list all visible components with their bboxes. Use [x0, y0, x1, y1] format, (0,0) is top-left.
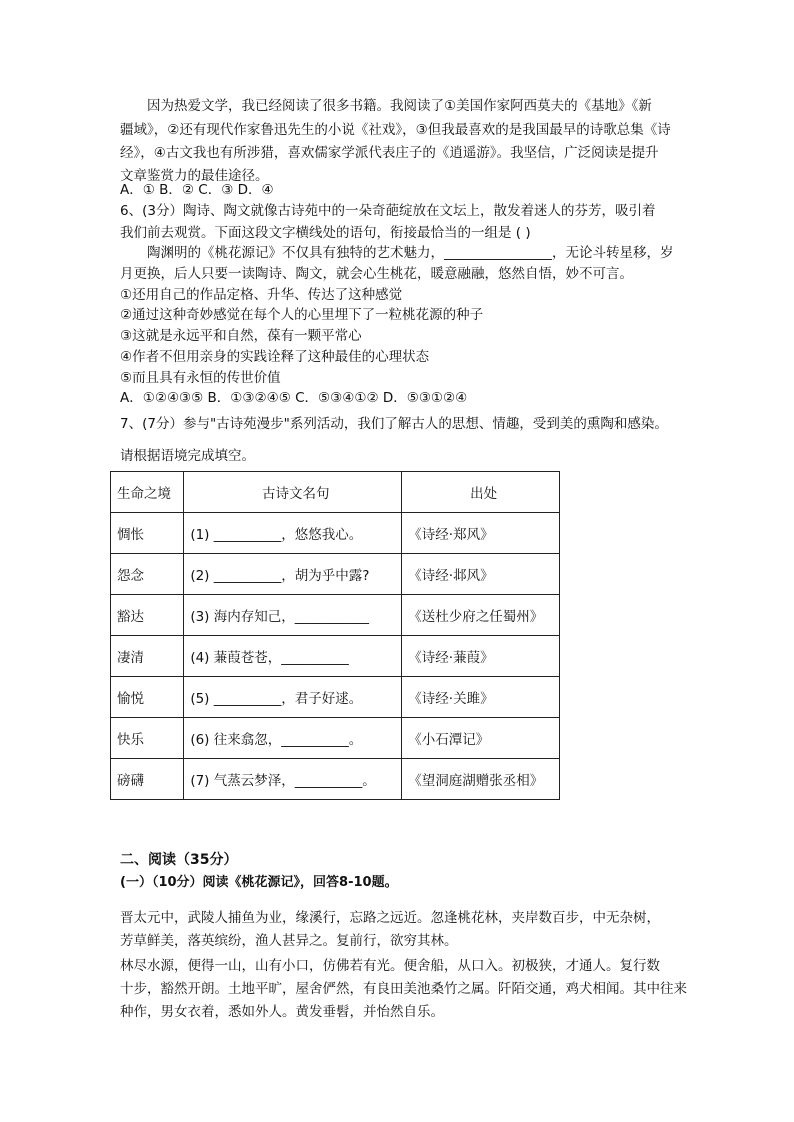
table-header-row: [111, 472, 560, 513]
passage-p2-line-2: 十步，豁然开朗。土地平旷，屋舍俨然，有良田美池桑竹之属。阡陌交通，鸡犬相闻。其中往来: [120, 981, 687, 997]
q6-line-3: 陶渊明的《桃花源记》不仅具有独特的艺术魅力，________________，无论斗转星移，岁: [147, 245, 674, 261]
table-row: [111, 513, 560, 554]
source-cell: 《望洞庭湖赠张丞相》: [402, 759, 560, 800]
table-row: [111, 595, 560, 636]
source-cell: 《送杜少府之任蜀州》: [402, 595, 560, 636]
q6-line-2: 我们前去观赏。下面这段文字横线处的语句，衔接最恰当的一组是 ( ): [120, 225, 531, 241]
source-cell: 《诗经·邶风》: [402, 554, 560, 595]
q6-line-1: 6、(3分）陶诗、陶文就像古诗苑中的一朵奇葩绽放在文坛上，散发着迷人的芬芳，吸引着: [120, 203, 656, 219]
state-cell: 豁达: [111, 595, 184, 636]
q6-item-3: ③这就是永远平和自然，葆有一颗平常心: [120, 328, 362, 344]
q7-line-1: 7、(7分）参与"古诗苑漫步"系列活动，我们了解古人的思想、情趣，受到美的熏陶和感染。: [120, 416, 668, 432]
verse-blank[interactable]: (7) 气蒸云梦泽，__________。: [184, 759, 402, 800]
section-title: 二、阅读（35分）: [120, 852, 238, 868]
header-source: 出处: [402, 472, 560, 513]
source-cell: 《诗经·关雎》: [402, 677, 560, 718]
table-row: [111, 636, 560, 677]
passage-p1-line-1: 晋太元中，武陵人捕鱼为业，缘溪行，忘路之远近。忽逢桃花林，夹岸数百步，中无杂树，: [120, 910, 660, 926]
passage-p2-line-1: 林尽水源，便得一山，山有小口，仿佛若有光。便舍船，从口入。初极狭，才通人。复行数: [120, 958, 660, 974]
q5-line-4: 文章鉴赏力的最佳途径。: [120, 168, 269, 184]
verse-blank[interactable]: (3) 海内存知己，___________: [184, 595, 402, 636]
verse-blank[interactable]: (4) 蒹葭苍苍，__________: [184, 636, 402, 677]
header-verse: 古诗文名句: [184, 472, 402, 513]
state-cell: 愉悦: [111, 677, 184, 718]
state-cell: 怨念: [111, 554, 184, 595]
q5-line-2: 疆域》，②还有现代作家鲁迅先生的小说《社戏》，③但我最喜欢的是我国最早的诗歌总集《诗: [120, 122, 671, 138]
header-state: 生命之境: [111, 472, 184, 513]
table-row: [111, 718, 560, 759]
table-row: [111, 759, 560, 800]
q6-item-1: ①还用自己的作品定格、升华、传达了这种感觉: [120, 287, 403, 303]
verse-blank[interactable]: (1) __________，悠悠我心。: [184, 513, 402, 554]
state-cell: 凄清: [111, 636, 184, 677]
table-row: [111, 677, 560, 718]
q5-line-3: 经》，④古文我也有所涉猎，喜欢儒家学派代表庄子的《逍遥游》。我坚信，广泛阅读是提升: [120, 145, 659, 161]
state-cell: 磅礴: [111, 759, 184, 800]
section-subtitle: (一）（10分）阅读《桃花源记》，回答8-10题。: [120, 875, 398, 890]
verse-blank[interactable]: (6) 往来翕忽，__________。: [184, 718, 402, 759]
table-row: [111, 554, 560, 595]
state-cell: 惆怅: [111, 513, 184, 554]
state-cell: 快乐: [111, 718, 184, 759]
q6-line-4: 月更换，后人只要一读陶诗、陶文，就会心生桃花，暖意融融，悠然自悟，妙不可言。: [120, 266, 633, 282]
q6-item-5: ⑤而且具有永恒的传世价值: [120, 370, 281, 386]
q5-line-1: 因为热爱文学，我已经阅读了很多书籍。我阅读了①美国作家阿西莫夫的《基地》《新: [147, 98, 652, 114]
q6-item-4: ④作者不但用亲身的实践诠释了这种最佳的心理状态: [120, 349, 430, 365]
q7-line-2: 请根据语境完成填空。: [120, 448, 255, 464]
q6-item-2: ②通过这种奇妙感觉在每个人的心里埋下了一粒桃花源的种子: [120, 307, 484, 323]
passage-p1-line-2: 芳草鲜美，落英缤纷，渔人甚异之。复前行，欲穷其林。: [120, 933, 458, 949]
source-cell: 《小石潭记》: [402, 718, 560, 759]
source-cell: 《诗经·郑风》: [402, 513, 560, 554]
passage-p2-line-3: 种作，男女衣着，悉如外人。黄发垂髫，并怡然自乐。: [120, 1004, 444, 1020]
verse-blank[interactable]: (2) __________，胡为乎中露?: [184, 554, 402, 595]
poetry-table: [110, 471, 560, 800]
q5-options: A．① B．② C．③ D．④: [120, 182, 274, 198]
source-cell: 《诗经·蒹葭》: [402, 636, 560, 677]
verse-blank[interactable]: (5) __________，君子好逑。: [184, 677, 402, 718]
q6-options: A．①②④③⑤ B．①③②④⑤ C．⑤③④①② D．⑤③①②④: [120, 390, 468, 406]
